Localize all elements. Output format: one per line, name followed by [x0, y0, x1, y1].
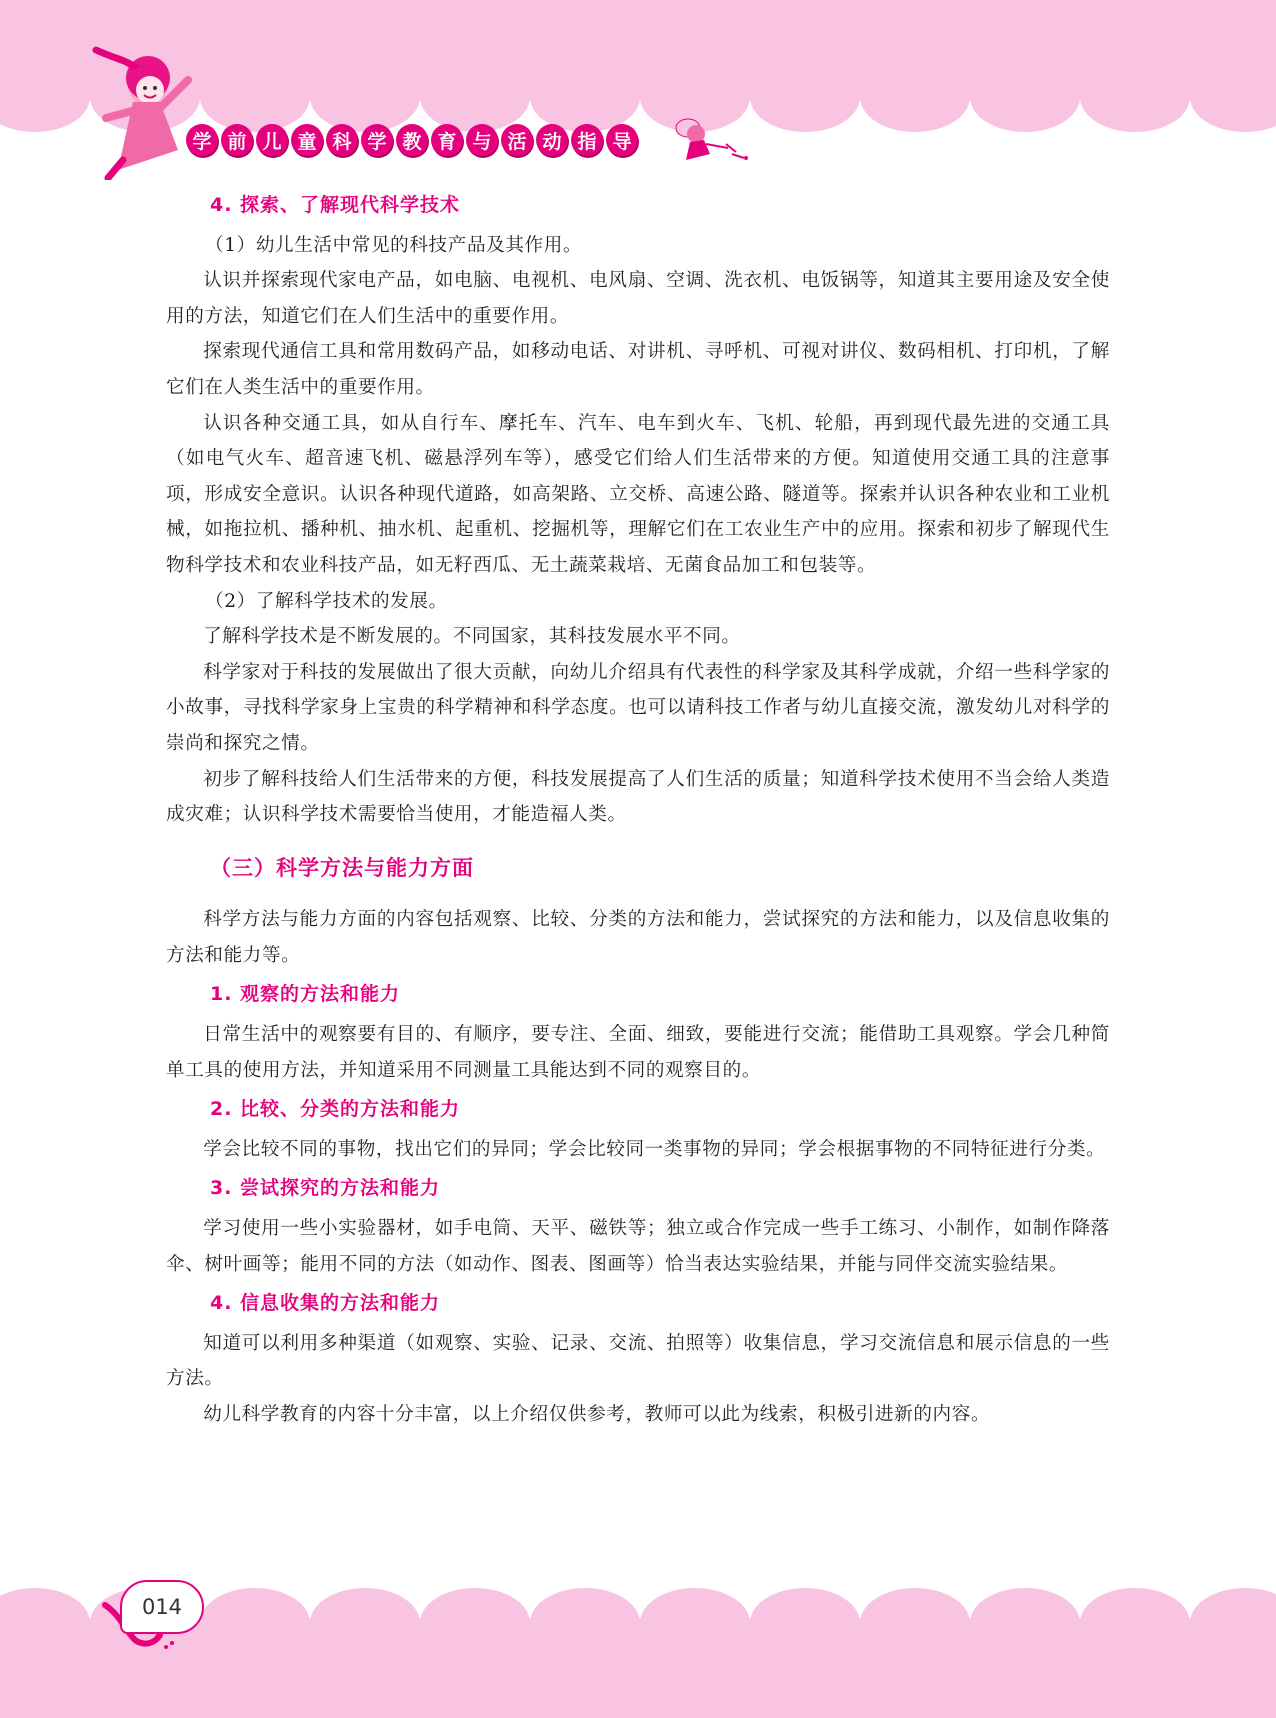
paragraph: 幼儿科学教育的内容十分丰富，以上介绍仅供参考，教师可以此为线索，积极引进新的内容。 [203, 1404, 991, 1425]
page-body [166, 188, 1110, 1433]
page-number-bubble [120, 1580, 204, 1634]
small-fairy-illustration [666, 108, 756, 168]
paragraph: 科学家对于科技的发展做出了很大贡献，向幼儿介绍具有代表性的科学家及其科学成就，介绍一些科学家的小故事，寻找科学家身上宝贵的科学精神和科学态度。也可以请科技工作者与幼儿直接交流，激发幼儿对科学的崇尚和探究之情。 [166, 661, 1110, 754]
paragraph: 学习使用一些小实验器材，如手电筒、天平、磁铁等；独立或合作完成一些手工练习、小制作，如制作降落伞、树叶画等；能用不同的方法（如动作、图表、图画等）恰当表达实验结果，并能与同伴交流实验结果。 [166, 1218, 1110, 1275]
paragraph: 学会比较不同的事物，找出它们的异同；学会比较同一类事物的异同；学会根据事物的不同特征进行分类。 [203, 1138, 1106, 1160]
header-char: 学 [361, 124, 393, 156]
header-char: 学 [186, 124, 218, 156]
paragraph: 了解科学技术是不断发展的。不同国家，其科技发展水平不同。 [203, 626, 741, 648]
header-char: 童 [291, 124, 323, 156]
header-char: 教 [396, 124, 428, 156]
section-heading: 4. 信息收集的方法和能力 [210, 1292, 441, 1315]
paragraph: 认识并探索现代家电产品，如电脑、电视机、电风扇、空调、洗衣机、电饭锅等，知道其主要用途及安全使用的方法，知道它们在人们生活中的重要作用。 [166, 270, 1110, 327]
paragraph: 科学方法与能力方面的内容包括观察、比较、分类的方法和能力，尝试探究的方法和能力，以及信息收集的方法和能力等。 [166, 909, 1110, 966]
paragraph: 知道可以利用多种渠道（如观察、实验、记录、交流、拍照等）收集信息，学习交流信息和展示信息的一些方法。 [166, 1332, 1110, 1390]
header-char: 育 [431, 124, 463, 156]
running-header-title [186, 124, 638, 156]
paragraph: 认识各种交通工具，如从自行车、摩托车、汽车、电车到火车、飞机、轮船，再到现代最先进的交通工具（如电气火车、超音速飞机、磁悬浮列车等），感受它们给人们生活带来的方便。知道使用交通工具的注意事项，形成安全意识。认识各种现代道路，如高架路、立交桥、高速公路、隧道等。探索并认识各种农业和工业机械，如拖拉机、播种机、抽水机、起重机、挖掘机等，理解它们在工农业生产中的应用。探索和初步了解现代生物科学技术和农业科技产品，如无籽西瓜、无土蔬菜栽培、无菌食品加工和包装等。 [166, 412, 1110, 576]
paragraph: 日常生活中的观察要有目的、有顺序，要专注、全面、细致，要能进行交流；能借助工具观察。学会几种简单工具的使用方法，并知道采用不同测量工具能达到不同的观察目的。 [166, 1024, 1110, 1081]
section-heading: 1. 观察的方法和能力 [210, 983, 401, 1006]
paragraph: 探索现代通信工具和常用数码产品，如移动电话、对讲机、寻呼机、可视对讲仪、数码相机、打印机，了解它们在人类生活中的重要作用。 [166, 341, 1110, 398]
header-char: 科 [326, 124, 358, 156]
header-char: 导 [606, 124, 638, 156]
header-char: 指 [571, 124, 603, 156]
fairy-girl-illustration [88, 40, 198, 180]
subsection-label: （2）了解科学技术的发展。 [205, 590, 448, 612]
section-heading: 2. 比较、分类的方法和能力 [210, 1098, 461, 1121]
chapter-section-heading: （三）科学方法与能力方面 [210, 855, 474, 880]
paragraph: 初步了解科技给人们生活带来的方便，科技发展提高了人们生活的质量；知道科学技术使用不当会给人类造成灾难；认识科学技术需要恰当使用，才能造福人类。 [166, 768, 1110, 826]
section-heading: 3. 尝试探究的方法和能力 [210, 1177, 441, 1200]
header-char: 儿 [256, 124, 288, 156]
header-char: 与 [466, 124, 498, 156]
subsection-label: （1）幼儿生活中常见的科技产品及其作用。 [205, 234, 583, 256]
page-number: 014 [141, 1595, 183, 1619]
section-heading: 4. 探索、了解现代科学技术 [210, 194, 461, 216]
header-char: 活 [501, 124, 533, 156]
header-char: 前 [221, 124, 253, 156]
header-char: 动 [536, 124, 568, 156]
